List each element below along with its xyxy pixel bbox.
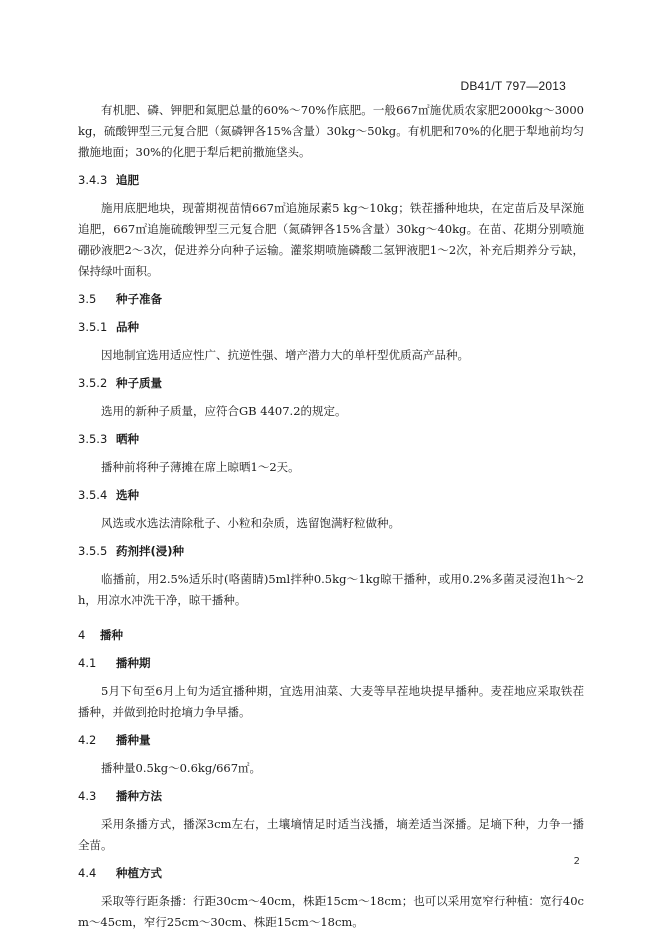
- section-heading-3-5-3: [78, 429, 584, 450]
- section-number: 3.4.3: [78, 173, 108, 187]
- section-heading-4-3: [78, 786, 584, 807]
- section-number: 3.5.1: [78, 320, 108, 334]
- section-number: 3.5.2: [78, 376, 108, 390]
- section-number: 4.3: [78, 789, 97, 803]
- section-number: 4.4: [78, 866, 97, 880]
- section-number: 3.5.5: [78, 544, 108, 558]
- section-title: 品种: [116, 320, 139, 334]
- paragraph: 风选或水选法清除秕子、小粒和杂质，选留饱满籽粒做种。: [101, 516, 400, 530]
- section-number: 3.5.3: [78, 432, 108, 446]
- document-body: [78, 100, 584, 940]
- section-title: 追肥: [116, 173, 139, 187]
- paragraph: 播种量0.5kg～0.6kg/667㎡。: [101, 761, 262, 775]
- paragraph: 施用底肥地块，现蕾期视苗情667㎡追施尿素5 kg～10kg；铁茬播种地块，在定苗后及早深施追肥，667㎡追施硫酸钾型三元复合肥（氮磷钾各15%含量）30kg～40kg。在苗、花期分别喷施硼砂液肥2～3次，促进养分向种子运输。灌浆期喷施磷酸二氢钾液肥1～2次，补充后期养分亏缺，保持绿叶面积。: [78, 201, 584, 278]
- chapter-title: 播种: [100, 628, 123, 642]
- section-heading-4-1: [78, 653, 584, 674]
- paragraph: 因地制宜选用适应性广、抗逆性强、增产潜力大的单杆型优质高产品种。: [101, 348, 469, 362]
- paragraph: 5月下旬至6月上旬为适宜播种期，宜选用油菜、大麦等早茬地块提早播种。麦茬地应采取铁茬播种，并做到抢时抢墒力争早播。: [78, 684, 584, 719]
- section-heading-3-5: [78, 289, 584, 310]
- page-number: 2: [573, 856, 580, 867]
- paragraph: 采用条播方式，播深3cm左右，土壤墒情足时适当浅播，墒差适当深播。足墒下种，力争一播全苗。: [78, 817, 584, 852]
- chapter-heading-4: [78, 625, 584, 646]
- document-code-header: DB41/T 797—2013: [460, 79, 566, 93]
- section-number: 3.5.4: [78, 488, 108, 502]
- section-number: 4.1: [78, 656, 97, 670]
- paragraph: 采取等行距条播：行距30cm～40cm，株距15cm～18cm；也可以采用宽窄行种植：宽行40cm～45cm，窄行25cm～30cm、株距15cm～18cm。: [78, 894, 584, 929]
- section-heading-4-2: [78, 730, 584, 751]
- section-title: 种植方式: [116, 866, 162, 880]
- paragraph: 临播前，用2.5%适乐时(咯菌睛)5ml拌种0.5kg～1kg晾干播种，或用0.2%多菌灵浸泡1h～2h，用凉水冲洗干净，晾干播种。: [78, 572, 584, 607]
- paragraph: 选用的新种子质量，应符合GB 4407.2的规定。: [101, 404, 347, 418]
- section-number: 4.2: [78, 733, 97, 747]
- section-title: 播种期: [116, 656, 151, 670]
- section-heading-3-5-1: [78, 317, 584, 338]
- section-heading-3-4-3: [78, 170, 584, 191]
- section-heading-4-4: [78, 863, 584, 884]
- section-title: 种子质量: [116, 376, 162, 390]
- section-heading-3-5-2: [78, 373, 584, 394]
- chapter-number: 4: [78, 628, 86, 642]
- paragraph: 有机肥、磷、钾肥和氮肥总量的60%～70%作底肥。一般667㎡施优质农家肥2000kg～3000kg，硫酸钾型三元复合肥（氮磷钾各15%含量）30kg～50kg。有机肥和70%的化肥于犁地前均匀撒施地面；30%的化肥于犁后耙前撒施垡头。: [78, 103, 584, 159]
- section-title: 晒种: [116, 432, 139, 446]
- section-title: 播种方法: [116, 789, 162, 803]
- section-heading-3-5-4: [78, 485, 584, 506]
- paragraph: 播种前将种子薄摊在席上晾晒1～2天。: [101, 460, 300, 474]
- section-title: 种子准备: [116, 292, 162, 306]
- section-title: 药剂拌(浸)种: [116, 544, 185, 558]
- section-title: 选种: [116, 488, 139, 502]
- section-number: 3.5: [78, 292, 97, 306]
- section-title: 播种量: [116, 733, 151, 747]
- section-heading-3-5-5: [78, 541, 584, 562]
